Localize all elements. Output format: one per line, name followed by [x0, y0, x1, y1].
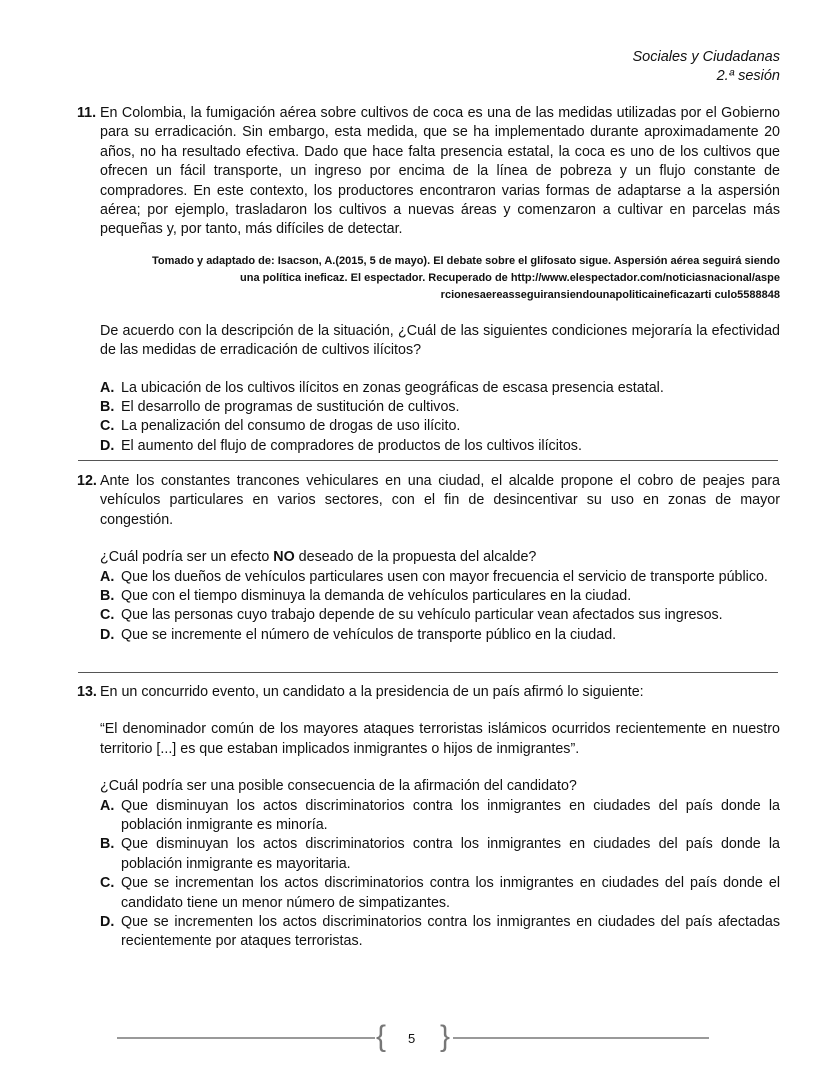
page-header [632, 48, 780, 86]
option-text: La ubicación de los cultivos ilícitos en zonas geográficas de escasa presencia estatal. [121, 379, 664, 396]
prompt-text: deseado de la propuesta del alcalde? [294, 549, 537, 566]
session-label: 2.ª sesión [716, 68, 780, 84]
option-letter: D. [100, 437, 115, 454]
option-text: Que se incrementan los actos discriminatorios contra los inmigrantes en ciudades del país donde el candidato tiene un menor número de simpatizantes. [121, 875, 780, 911]
subject-label: Sociales y Ciudadanas [632, 49, 780, 65]
option-d[interactable] [100, 626, 780, 645]
question-number: 12. [77, 473, 97, 489]
option-letter: D. [100, 626, 115, 643]
option-a[interactable] [100, 568, 780, 587]
option-letter: A. [100, 568, 115, 585]
option-d[interactable] [100, 913, 780, 952]
question-text: Ante los constantes trancones vehiculares en una ciudad, el alcalde propone el cobro de peajes para vehículos particulares en varios sectores, con el fin de desincentivar su uso en zonas de mayor congestión. [100, 473, 780, 528]
option-c[interactable] [100, 606, 780, 625]
option-letter: A. [100, 379, 115, 396]
citation: Tomado y adaptado de: Isacson, A.(2015, 5 de mayo). El debate sobre el glifosato sigue. Aspersión aérea seguirá siendo una política ineficaz. El espectador. Recuperado de http://www.elespectador.com/noticiasnacional/aspe rcionesaereasseguiransiendounapoliticaineficazarti culo5588848 [152, 254, 780, 301]
option-text: Que se incrementen los actos discriminatorios contra los inmigrantes en ciudades del país afectadas recientemente por ataques terroristas. [121, 914, 780, 950]
quote: “El denominador común de los mayores ataques terroristas islámicos ocurridos recientemente en nuestro territorio [...] es que estaban implicados inmigrantes o hijos de inmigrantes”. [100, 721, 780, 757]
left-brace-icon: { [376, 1020, 387, 1053]
option-text: La penalización del consumo de drogas de uso ilícito. [121, 418, 461, 435]
option-b[interactable] [100, 587, 780, 606]
option-letter: C. [100, 875, 115, 892]
question-12 [77, 472, 780, 645]
option-text: Que los dueños de vehículos particulares usen con mayor frecuencia el servicio de transporte público. [121, 568, 768, 585]
right-brace-icon: } [440, 1020, 451, 1053]
option-c[interactable] [100, 874, 780, 913]
question-text: En un concurrido evento, un candidato a la presidencia de un país afirmó lo siguiente: [100, 684, 644, 700]
question-prompt: ¿Cuál podría ser una posible consecuencia de la afirmación del candidato? [100, 778, 577, 795]
option-b[interactable] [100, 835, 780, 874]
option-text: Que con el tiempo disminuya la demanda de vehículos particulares en la ciudad. [121, 588, 632, 605]
option-a[interactable] [100, 797, 780, 836]
option-c[interactable] [100, 417, 780, 436]
option-letter: C. [100, 418, 115, 435]
option-text: Que las personas cuyo trabajo depende de su vehículo particular vean afectados sus ingresos. [121, 607, 723, 624]
page-number: 5 [408, 1031, 416, 1046]
footer-line-right [453, 1037, 709, 1039]
option-text: Que disminuyan los actos discriminatorios contra los inmigrantes en ciudades del país donde la población inmigrante es mayoritaria. [121, 836, 780, 872]
option-letter: B. [100, 836, 115, 853]
divider [78, 672, 778, 673]
prompt-text: ¿Cuál podría ser un efecto [100, 549, 274, 566]
question-number: 11. [77, 105, 97, 121]
option-d[interactable] [100, 437, 780, 456]
option-letter: B. [100, 588, 115, 605]
question-text: En Colombia, la fumigación aérea sobre cultivos de coca es una de las medidas utilizadas por el Gobierno para su erradicación. Sin embargo, esta medida, que se ha implementado durante aproximadamente 20 años, no ha resultado efectiva. Dado que hace falta presencia estatal, la coca es uno de los cultivos que ofrecen un fácil transporte, un ingreso por encima de la línea de pobreza y un flujo constante de compradores. En este contexto, los productores encontraron varias formas de adaptarse a la aspersión aérea; por ejemplo, trasladaron los cultivos a nuevas áreas y comenzaron a cultivar en parcelas más pequeñas y, por tanto, más difíciles de detectar. [100, 105, 780, 238]
option-letter: A. [100, 797, 115, 814]
option-text: El desarrollo de programas de sustitución de cultivos. [121, 399, 460, 416]
option-a[interactable] [100, 379, 780, 398]
question-number: 13. [77, 684, 97, 700]
divider [78, 460, 778, 461]
prompt-emphasis: NO [273, 549, 295, 566]
option-text: Que disminuyan los actos discriminatorios contra los inmigrantes en ciudades del país donde la población inmigrante es minoría. [121, 797, 780, 834]
question-13 [77, 683, 780, 952]
option-b[interactable] [100, 398, 780, 417]
option-letter: C. [100, 607, 115, 624]
option-letter: B. [100, 399, 115, 416]
question-11 [77, 104, 780, 456]
option-text: El aumento del flujo de compradores de productos de los cultivos ilícitos. [121, 437, 582, 454]
question-prompt [100, 548, 780, 567]
option-text: Que se incremente el número de vehículos de transporte público en la ciudad. [121, 626, 617, 643]
question-prompt: De acuerdo con la descripción de la situación, ¿Cuál de las siguientes condiciones mejoraría la efectividad de las medidas de erradicación de cultivos ilícitos? [100, 322, 780, 359]
option-letter: D. [100, 914, 115, 931]
footer-line-left [117, 1037, 375, 1039]
